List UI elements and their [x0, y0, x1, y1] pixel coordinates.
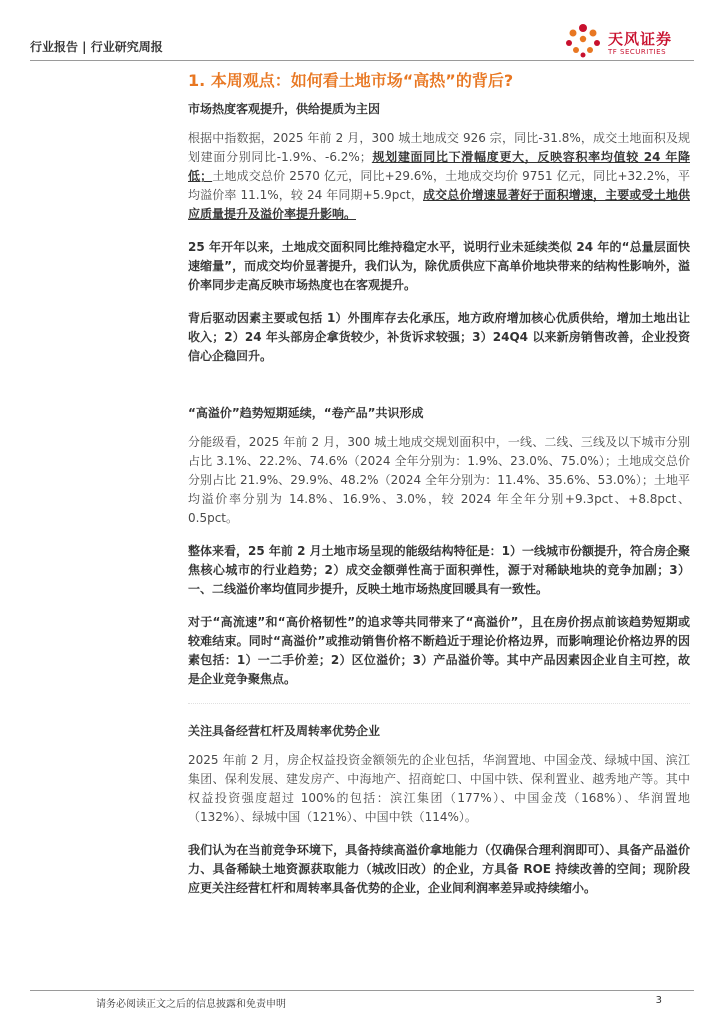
paragraph: 25 年开年以来，土地成交面积同比维持稳定水平，说明行业未延续类似 24 年的“总量层面快速缩量”，而成交均价显著提升，我们认为，除优质供应下高单价地块带来的结构性影响外，溢价率同步走高反映市场热度也在客观提升。 — [188, 240, 690, 292]
text-run: 土地成交总价 2570 亿元，同比+29.6%，土地成交均价 9751 亿元，同比+32.2%，平均溢价率 11.1%，较 24 年同期+5.9pct， — [188, 169, 690, 202]
paragraph: 背后驱动因素主要或包括 1）外围库存去化承压，地方政府增加核心优质供给，增加土地出让收入；2）24 年头部房企拿货较少，补货诉求较强；3）24Q4 以来新房销售改善，企业投资信心企稳回升。 — [188, 311, 690, 363]
text-run: 根据中指数据，2025 年前 2 月，300 城土地成交 926 宗，同比-31.8%，成交土地面积及规划建面分别同比-1.9%、-6.2%； — [188, 131, 690, 164]
paragraph: 我们认为在当前竞争环境下，具备持续高溢价拿地能力（仅确保合理利润即可）、具备产品溢价力、具备稀缺土地资源获取能力（城改旧改）的企业，方具备 ROE 持续改善的空间；现阶段应更关注经营杠杆和周转率具备优势的企业，企业间利润率差异或持续缩小。 — [188, 843, 690, 895]
section-heading-3: 关注具备经营杠杆及周转率优势企业 — [188, 724, 381, 738]
section-heading-2: “高溢价”趋势短期延续，“卷产品”共识形成 — [188, 406, 424, 420]
report-type-label: 行业报告 | 行业研究周报 — [30, 40, 163, 54]
footer-divider — [30, 990, 694, 991]
page-title: 1. 本周观点：如何看土地市场“高热”的背后? — [188, 71, 514, 90]
company-logo — [562, 20, 694, 60]
section-heading-1: 市场热度客观提升，供给提质为主因 — [188, 102, 381, 116]
header-divider — [30, 60, 694, 61]
paragraph: 对于“高流速”和“高价格韧性”的追求等共同带来了“高溢价”，且在房价拐点前该趋势短期或较难结束。同时“高溢价”或推动销售价格不断趋近于理论价格边界，而影响理论价格边界的因素包括：1）一二手价差；2）区位溢价；3）产品溢价等。其中产品因素因企业自主可控，故是企业竞争聚焦点。 — [188, 615, 690, 686]
emphasis-text: 规划建面同比下滑幅度更大，反映容积率均值较 24 年降低； — [188, 150, 690, 183]
footer-disclaimer: 请务必阅读正文之后的信息披露和免责申明 — [96, 999, 286, 1010]
paragraph: 分能级看，2025 年前 2 月，300 城土地成交规划面积中，一线、二线、三线及以下城市分别占比 3.1%、22.2%、74.6%（2024 全年分别为：1.9%、23.0%、75.0%）；土地成交总价分别占比 21.9%、29.9%、48.2%（2024 全年分别为：11.4%、35.6%、53.0%）；土地平均溢价率分别为 14.8%、16.9%、3.0%，较 2024 年全年分别+9.3pct、+8.8pct、0.5pct。 — [188, 435, 690, 525]
tf-logo-icon — [562, 22, 604, 60]
section-divider — [188, 703, 690, 704]
page-number: 3 — [655, 995, 662, 1006]
logo-text-cn: 天风证券 — [608, 30, 673, 48]
paragraph: 整体来看，25 年前 2 月土地市场呈现的能级结构特征是：1）一线城市份额提升，符合房企聚焦核心城市的行业趋势；2）成交金额弹性高于面积弹性，源于对稀缺地块的竞争加剧；3）一、二线溢价率均值同步提升，反映土地市场热度回暖具有一致性。 — [188, 544, 690, 596]
logo-text-en: TF SECURITIES — [608, 48, 667, 56]
main-content — [188, 100, 690, 912]
paragraph — [188, 129, 690, 224]
paragraph: 2025 年前 2 月，房企权益投资金额领先的企业包括，华润置地、中国金茂、绿城中国、滨江集团、保利发展、建发房产、中海地产、招商蛇口、中国中铁、保利置业、越秀地产等。其中权益投资强度超过 100%的包括：滨江集团（177%）、中国金茂（168%）、华润置地（132%）、绿城中国（121%）、中国中铁（114%）。 — [188, 753, 690, 824]
emphasis-text: 成交总价增速显著好于面积增速，主要或受土地供应质量提升及溢价率提升影响。 — [188, 188, 690, 221]
